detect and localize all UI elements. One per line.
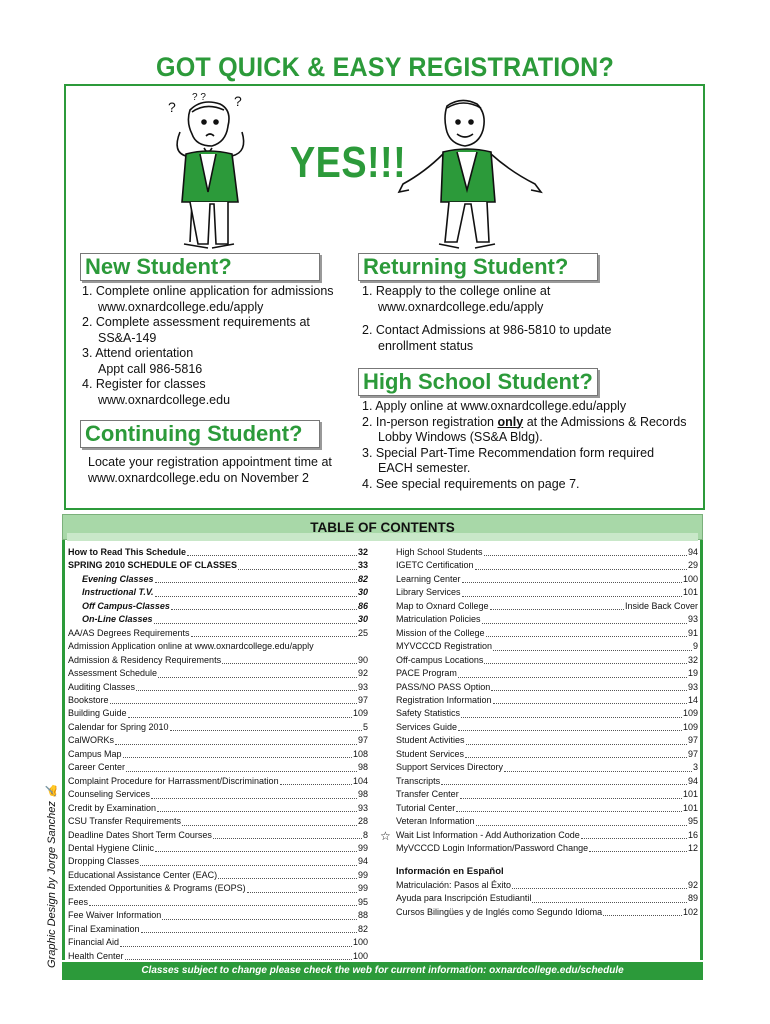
toc-entry[interactable] bbox=[396, 681, 698, 694]
continuing-student-text bbox=[88, 454, 358, 486]
toc-entry-page: 97 bbox=[357, 694, 368, 705]
toc-leader-dots bbox=[441, 775, 687, 785]
toc-entry-page: 101 bbox=[682, 587, 698, 598]
toc-right-border bbox=[700, 540, 703, 960]
toc-entry[interactable] bbox=[396, 892, 698, 905]
toc-entry-label: Instructional T.V. bbox=[82, 587, 154, 598]
toc-entry-page: 95 bbox=[357, 896, 368, 907]
toc-leader-dots bbox=[170, 721, 362, 731]
toc-entry[interactable] bbox=[396, 761, 698, 774]
toc-entry-page: 94 bbox=[687, 775, 698, 786]
toc-entry-label: Off Campus-Classes bbox=[82, 600, 170, 611]
toc-entry-label: CSU Transfer Requirements bbox=[68, 816, 182, 827]
toc-leader-dots bbox=[155, 586, 357, 596]
toc-entry[interactable] bbox=[396, 721, 698, 734]
toc-entry-label: Support Services Directory bbox=[396, 762, 504, 773]
toc-entry-page: 82 bbox=[357, 923, 368, 934]
toc-entry-label: Admission Application online at www.oxnardcollege.edu/apply bbox=[68, 641, 314, 652]
toc-entry[interactable] bbox=[68, 869, 368, 882]
toc-leader-dots bbox=[458, 667, 687, 677]
toc-entry-label: Student Activities bbox=[396, 735, 465, 746]
toc-entry-page: 94 bbox=[357, 856, 368, 867]
toc-entry-page: 92 bbox=[687, 879, 698, 890]
toc-entry[interactable] bbox=[396, 842, 698, 855]
toc-entry[interactable] bbox=[68, 761, 368, 774]
toc-entry-page: 97 bbox=[687, 748, 698, 759]
step-text: EACH semester. bbox=[378, 461, 471, 475]
toc-leader-dots bbox=[603, 906, 682, 916]
toc-entry-page: 99 bbox=[357, 869, 368, 880]
toc-left-border bbox=[62, 540, 65, 960]
toc-entry-label: SPRING 2010 SCHEDULE OF CLASSES bbox=[68, 560, 238, 571]
toc-entry-page: 101 bbox=[682, 789, 698, 800]
step-text: enrollment status bbox=[378, 338, 474, 353]
toc-leader-dots bbox=[484, 654, 687, 664]
continuing-student-title: Continuing Student? bbox=[80, 420, 320, 448]
toc-right-column bbox=[396, 546, 698, 919]
toc-entry[interactable] bbox=[396, 586, 698, 599]
toc-entry-page: 28 bbox=[357, 816, 368, 827]
toc-entry-label: Counseling Services bbox=[68, 789, 151, 800]
toc-entry[interactable] bbox=[68, 842, 368, 855]
toc-entry-page: 8 bbox=[362, 829, 368, 840]
toc-entry-label: Library Services bbox=[396, 587, 461, 598]
toc-entry[interactable] bbox=[68, 909, 368, 922]
toc-entry-page: 99 bbox=[357, 842, 368, 853]
toc-entry-label: Matriculation Policies bbox=[396, 614, 481, 625]
toc-leader-dots bbox=[182, 815, 357, 825]
toc-entry[interactable] bbox=[68, 748, 368, 761]
toc-entry[interactable] bbox=[68, 721, 368, 734]
toc-leader-dots bbox=[486, 627, 687, 637]
toc-entry-label: Educational Assistance Center (EAC) bbox=[68, 869, 218, 880]
toc-entry-page: 29 bbox=[687, 560, 698, 571]
toc-entry-page: 98 bbox=[357, 762, 368, 773]
step-part: 2. In-person registration bbox=[362, 414, 495, 429]
toc-leader-dots bbox=[458, 721, 682, 731]
spanish-info-heading: Información en Español bbox=[396, 866, 504, 878]
toc-leader-dots bbox=[476, 815, 687, 825]
step-text: 4. See special requirements on page 7. bbox=[362, 476, 580, 491]
toc-entry-page: 93 bbox=[357, 681, 368, 692]
toc-entry[interactable] bbox=[68, 613, 368, 626]
toc-entry[interactable] bbox=[396, 559, 698, 572]
toc-leader-dots bbox=[171, 600, 357, 610]
toc-entry[interactable] bbox=[68, 815, 368, 828]
toc-entry-label: Health Center bbox=[68, 950, 124, 961]
toc-entry-label: MyVCCCD Login Information/Password Change bbox=[396, 842, 589, 853]
toc-entry-page: 93 bbox=[687, 614, 698, 625]
toc-entry[interactable] bbox=[396, 694, 698, 707]
toc-entry[interactable] bbox=[396, 802, 698, 815]
toc-entry[interactable] bbox=[68, 681, 368, 694]
toc-leader-dots bbox=[151, 788, 357, 798]
toc-entry[interactable] bbox=[396, 788, 698, 801]
toc-entry-label: Off-campus Locations bbox=[396, 654, 484, 665]
toc-entry-page: 109 bbox=[352, 708, 368, 719]
toc-entry-label: IGETC Certification bbox=[396, 560, 474, 571]
toc-leader-dots bbox=[504, 761, 692, 771]
toc-leader-dots bbox=[475, 559, 687, 569]
toc-entry[interactable] bbox=[68, 600, 368, 613]
step-text: 2. Complete assessment requirements at bbox=[82, 315, 310, 329]
toc-entry-label: Veteran Information bbox=[396, 816, 475, 827]
toc-leader-dots bbox=[126, 761, 357, 771]
toc-leader-dots bbox=[218, 869, 357, 879]
returning-student-steps bbox=[362, 284, 692, 354]
step-text: SS&A-149 bbox=[98, 330, 157, 345]
toc-entry-page: 90 bbox=[357, 654, 368, 665]
toc-entry[interactable] bbox=[68, 559, 368, 572]
toc-entry-page: 5 bbox=[362, 721, 368, 732]
toc-entry-label: Transcripts bbox=[396, 775, 441, 786]
toc-entry-label: Map to Oxnard College bbox=[396, 600, 489, 611]
toc-leader-dots bbox=[155, 842, 357, 852]
yes-exclamation: YES!!! bbox=[290, 138, 407, 187]
emphasis-only: only bbox=[497, 414, 524, 429]
toc-entry-page: 86 bbox=[357, 600, 368, 611]
star-icon: ☆ bbox=[380, 829, 391, 843]
step-text: 1. Reapply to the college online at bbox=[362, 284, 551, 298]
toc-leader-dots bbox=[110, 694, 357, 704]
step-text: Locate your registration appointment time at bbox=[88, 455, 332, 469]
toc-entry[interactable] bbox=[68, 896, 368, 909]
confused-student-illustration bbox=[162, 92, 280, 254]
toc-leader-dots bbox=[125, 950, 352, 960]
footer-notice: Classes subject to change please check the web for current information: oxnardcollege.edu/schedule bbox=[141, 965, 624, 976]
toc-leader-dots bbox=[490, 600, 624, 610]
toc-entry-label: Dental Hygiene Clinic bbox=[68, 842, 155, 853]
toc-entry-page: Inside Back Cover bbox=[624, 600, 698, 611]
toc-entry[interactable] bbox=[68, 923, 368, 936]
toc-entry-label: Mission of the College bbox=[396, 627, 485, 638]
toc-leader-dots bbox=[136, 681, 357, 691]
toc-entry-page: 3 bbox=[692, 762, 698, 773]
toc-entry-label: Assessment Schedule bbox=[68, 668, 158, 679]
toc-leader-dots bbox=[141, 923, 357, 933]
toc-entry-page: 30 bbox=[357, 587, 368, 598]
toc-entry-page: 109 bbox=[682, 708, 698, 719]
toc-leader-dots bbox=[465, 748, 687, 758]
toc-entry[interactable] bbox=[396, 600, 698, 613]
toc-entry[interactable] bbox=[396, 879, 698, 892]
toc-entry[interactable] bbox=[396, 829, 698, 842]
step-text: 1. Complete online application for admissions bbox=[82, 284, 334, 298]
toc-leader-dots bbox=[157, 802, 357, 812]
toc-leader-dots bbox=[493, 640, 692, 650]
toc-entry[interactable] bbox=[396, 667, 698, 680]
design-credit bbox=[45, 784, 58, 968]
toc-entry-page: 104 bbox=[352, 775, 368, 786]
toc-title: TABLE OF CONTENTS bbox=[310, 520, 455, 535]
toc-entry-label: Deadline Dates Short Term Courses bbox=[68, 829, 212, 840]
toc-entry[interactable] bbox=[68, 627, 368, 640]
toc-entry-label: Student Services bbox=[396, 748, 465, 759]
toc-entry[interactable] bbox=[396, 748, 698, 761]
step-text: 3. Special Part-Time Recommendation form required bbox=[362, 445, 655, 460]
toc-entry-label: Building Guide bbox=[68, 708, 127, 719]
toc-leader-dots bbox=[589, 842, 687, 852]
returning-student-title: Returning Student? bbox=[358, 253, 598, 281]
toc-leader-dots bbox=[456, 802, 682, 812]
toc-entry-label: Career Center bbox=[68, 762, 126, 773]
toc-entry-page: 97 bbox=[357, 735, 368, 746]
step-text: 2. Contact Admissions at 986-5810 to update bbox=[362, 323, 612, 337]
toc-entry-label: PACE Program bbox=[396, 668, 457, 679]
toc-entry-label: Extended Opportunities & Programs (EOPS) bbox=[68, 883, 246, 894]
toc-entry[interactable] bbox=[68, 707, 368, 720]
toc-entry-page: 25 bbox=[357, 627, 368, 638]
toc-leader-dots bbox=[247, 882, 357, 892]
toc-entry[interactable] bbox=[68, 654, 368, 667]
toc-entry-label: Admission & Residency Requirements bbox=[68, 654, 222, 665]
toc-leader-dots bbox=[280, 775, 352, 785]
toc-entry-page: 32 bbox=[357, 547, 368, 557]
page-headline: GOT QUICK & EASY REGISTRATION? bbox=[155, 52, 615, 82]
credit-text: Graphic Design by Jorge Sanchez bbox=[46, 801, 58, 968]
toc-leader-dots bbox=[484, 546, 687, 556]
toc-entry[interactable] bbox=[68, 882, 368, 895]
toc-leader-dots bbox=[115, 734, 357, 744]
toc-entry-page: 93 bbox=[687, 681, 698, 692]
toc-entry-page: 95 bbox=[687, 816, 698, 827]
toc-entry[interactable] bbox=[396, 707, 698, 720]
toc-entry[interactable] bbox=[68, 667, 368, 680]
toc-entry[interactable] bbox=[68, 936, 368, 949]
toc-entry-page: 32 bbox=[687, 654, 698, 665]
toc-entry[interactable] bbox=[396, 906, 698, 919]
toc-leader-dots bbox=[493, 694, 687, 704]
toc-entry-label: Complaint Procedure for Harrassment/Discrimination bbox=[68, 775, 279, 786]
toc-leader-dots bbox=[187, 546, 357, 556]
toc-entry[interactable] bbox=[396, 627, 698, 640]
toc-entry[interactable] bbox=[396, 546, 698, 559]
footer-bar bbox=[62, 962, 703, 980]
toc-entry[interactable] bbox=[68, 546, 368, 559]
toc-entry-label: CalWORKs bbox=[68, 735, 115, 746]
toc-entry-page: 108 bbox=[352, 748, 368, 759]
step-text: Appt call 986-5816 bbox=[98, 361, 203, 376]
toc-leader-dots bbox=[462, 573, 682, 583]
toc-entry[interactable] bbox=[68, 640, 368, 653]
toc-leader-dots bbox=[462, 586, 682, 596]
toc-entry[interactable] bbox=[68, 694, 368, 707]
toc-leader-dots bbox=[140, 855, 357, 865]
toc-entry-label: Wait List Information - Add Authorization Code bbox=[396, 829, 580, 840]
step-text: 4. Register for classes bbox=[82, 377, 206, 391]
toc-left-column bbox=[68, 546, 368, 963]
toc-entry-page: 94 bbox=[687, 547, 698, 557]
toc-leader-dots bbox=[466, 734, 687, 744]
toc-entry-page: 93 bbox=[357, 802, 368, 813]
toc-entry-label: Safety Statistics bbox=[396, 708, 461, 719]
toc-entry-page: 100 bbox=[352, 937, 368, 948]
toc-leader-dots bbox=[123, 748, 352, 758]
toc-leader-dots bbox=[162, 909, 357, 919]
toc-entry-page: 16 bbox=[687, 829, 698, 840]
toc-entry-page: 99 bbox=[357, 883, 368, 894]
toc-leader-dots bbox=[460, 788, 682, 798]
step-text: www.oxnardcollege.edu on November 2 bbox=[88, 471, 309, 485]
toc-entry-page: 30 bbox=[357, 614, 368, 625]
toc-leader-dots bbox=[491, 681, 687, 691]
toc-entry-label: Final Examination bbox=[68, 923, 140, 934]
toc-entry-label: Auditing Classes bbox=[68, 681, 136, 692]
toc-entry-label: Credit by Examination bbox=[68, 802, 157, 813]
toc-leader-dots bbox=[191, 627, 357, 637]
toc-entry-label: Tutorial Center bbox=[396, 802, 456, 813]
toc-entry-page: 12 bbox=[687, 842, 698, 853]
toc-leader-dots bbox=[154, 613, 357, 623]
high-school-student-title: High School Student? bbox=[358, 368, 598, 396]
toc-leader-dots bbox=[120, 936, 352, 946]
step-text: 3. Attend orientation bbox=[82, 346, 194, 360]
toc-leader-dots bbox=[213, 829, 362, 839]
toc-entry[interactable] bbox=[68, 855, 368, 868]
step-text: Lobby Windows (SS&A Bldg). bbox=[378, 430, 543, 444]
toc-entry-label: Financial Aid bbox=[68, 937, 120, 948]
toc-entry-label: Fees bbox=[68, 896, 89, 907]
toc-entry-page: 97 bbox=[687, 735, 698, 746]
toc-banner bbox=[62, 514, 703, 540]
toc-entry[interactable] bbox=[68, 788, 368, 801]
toc-entry-page: 92 bbox=[357, 668, 368, 679]
toc-entry-page: 82 bbox=[357, 573, 368, 584]
apply-link[interactable]: www.oxnardcollege.edu/apply bbox=[98, 299, 264, 314]
toc-entry[interactable] bbox=[68, 775, 368, 788]
toc-entry-page: 100 bbox=[352, 950, 368, 961]
toc-entry-page: 9 bbox=[692, 641, 698, 652]
toc-entry-label: Learning Center bbox=[396, 573, 461, 584]
svg-text:? ?: ? ? bbox=[192, 92, 206, 103]
toc-leader-dots bbox=[482, 613, 687, 623]
step-part: at the Admissions & Records bbox=[526, 414, 687, 429]
toc-leader-dots bbox=[128, 707, 352, 717]
toc-entry-page: 98 bbox=[357, 789, 368, 800]
toc-entry-page: 33 bbox=[357, 560, 368, 571]
apply-link[interactable]: www.oxnardcollege.edu/apply bbox=[378, 299, 544, 314]
new-student-title: New Student? bbox=[80, 253, 320, 281]
toc-entry-label: AA/AS Degrees Requirements bbox=[68, 627, 190, 638]
toc-leader-dots bbox=[158, 667, 357, 677]
toc-entry-label: Evening Classes bbox=[82, 573, 154, 584]
toc-leader-dots bbox=[512, 879, 687, 889]
toc-leader-dots bbox=[222, 654, 357, 664]
toc-entry[interactable] bbox=[68, 573, 368, 586]
toc-entry-page: 101 bbox=[682, 802, 698, 813]
toc-entry[interactable] bbox=[68, 802, 368, 815]
toc-entry-label: Bookstore bbox=[68, 694, 109, 705]
toc-leader-dots bbox=[532, 892, 687, 902]
toc-entry-page: 89 bbox=[687, 893, 698, 904]
step-text bbox=[362, 415, 692, 431]
toc-leader-dots bbox=[461, 707, 682, 717]
toc-entry[interactable] bbox=[68, 586, 368, 599]
toc-leader-dots bbox=[581, 829, 687, 839]
toc-entry[interactable] bbox=[396, 734, 698, 747]
toc-entry[interactable] bbox=[396, 640, 698, 653]
toc-entry[interactable] bbox=[396, 613, 698, 626]
toc-entry[interactable] bbox=[396, 815, 698, 828]
new-student-steps bbox=[82, 284, 352, 408]
toc-leader-dots bbox=[155, 573, 357, 583]
toc-entry-label: PASS/NO PASS Option bbox=[396, 681, 491, 692]
step-text: 1. Apply online at www.oxnardcollege.edu/apply bbox=[362, 399, 627, 413]
toc-entry-label: Transfer Center bbox=[396, 789, 459, 800]
high-school-student-steps bbox=[362, 399, 692, 492]
toc-entry[interactable] bbox=[68, 734, 368, 747]
toc-entry-label: Dropping Classes bbox=[68, 856, 140, 867]
toc-entry-label: Fee Waiver Information bbox=[68, 910, 162, 921]
toc-entry-label: Matriculación: Pasos al Éxito bbox=[396, 879, 512, 890]
toc-entry-label: Cursos Bilingües y de Inglés como Segundo Idioma bbox=[396, 906, 603, 917]
toc-entry[interactable] bbox=[396, 573, 698, 586]
toc-entry[interactable] bbox=[68, 829, 368, 842]
happy-student-illustration bbox=[395, 92, 545, 254]
toc-entry-page: 14 bbox=[687, 694, 698, 705]
toc-entry-label: On-Line Classes bbox=[82, 614, 153, 625]
toc-entry-label: Campus Map bbox=[68, 748, 122, 759]
college-link[interactable]: www.oxnardcollege.edu bbox=[98, 392, 231, 407]
toc-entry-label: Registration Information bbox=[396, 694, 492, 705]
toc-entry-label: Calendar for Spring 2010 bbox=[68, 721, 169, 732]
toc-entry-page: 91 bbox=[687, 627, 698, 638]
toc-entry-label: High School Students bbox=[396, 547, 483, 557]
toc-entry-page: 102 bbox=[682, 906, 698, 917]
toc-entry-page: 109 bbox=[682, 721, 698, 732]
svg-text:?: ? bbox=[234, 93, 242, 109]
svg-text:?: ? bbox=[168, 99, 176, 115]
toc-entry-page: 100 bbox=[682, 573, 698, 584]
toc-entry-label: Services Guide bbox=[396, 721, 458, 732]
toc-entry-label: Ayuda para Inscripción Estudiantil bbox=[396, 893, 532, 904]
toc-leader-dots bbox=[89, 896, 357, 906]
pencil-icon: ✍ bbox=[46, 784, 58, 798]
toc-leader-dots bbox=[238, 559, 357, 569]
toc-entry-label: MYVCCCD Registration bbox=[396, 641, 493, 652]
toc-entry[interactable] bbox=[396, 654, 698, 667]
toc-entry[interactable] bbox=[396, 775, 698, 788]
toc-entry-label: How to Read This Schedule bbox=[68, 547, 187, 557]
toc-entry-page: 88 bbox=[357, 910, 368, 921]
toc-entry-page: 19 bbox=[687, 668, 698, 679]
